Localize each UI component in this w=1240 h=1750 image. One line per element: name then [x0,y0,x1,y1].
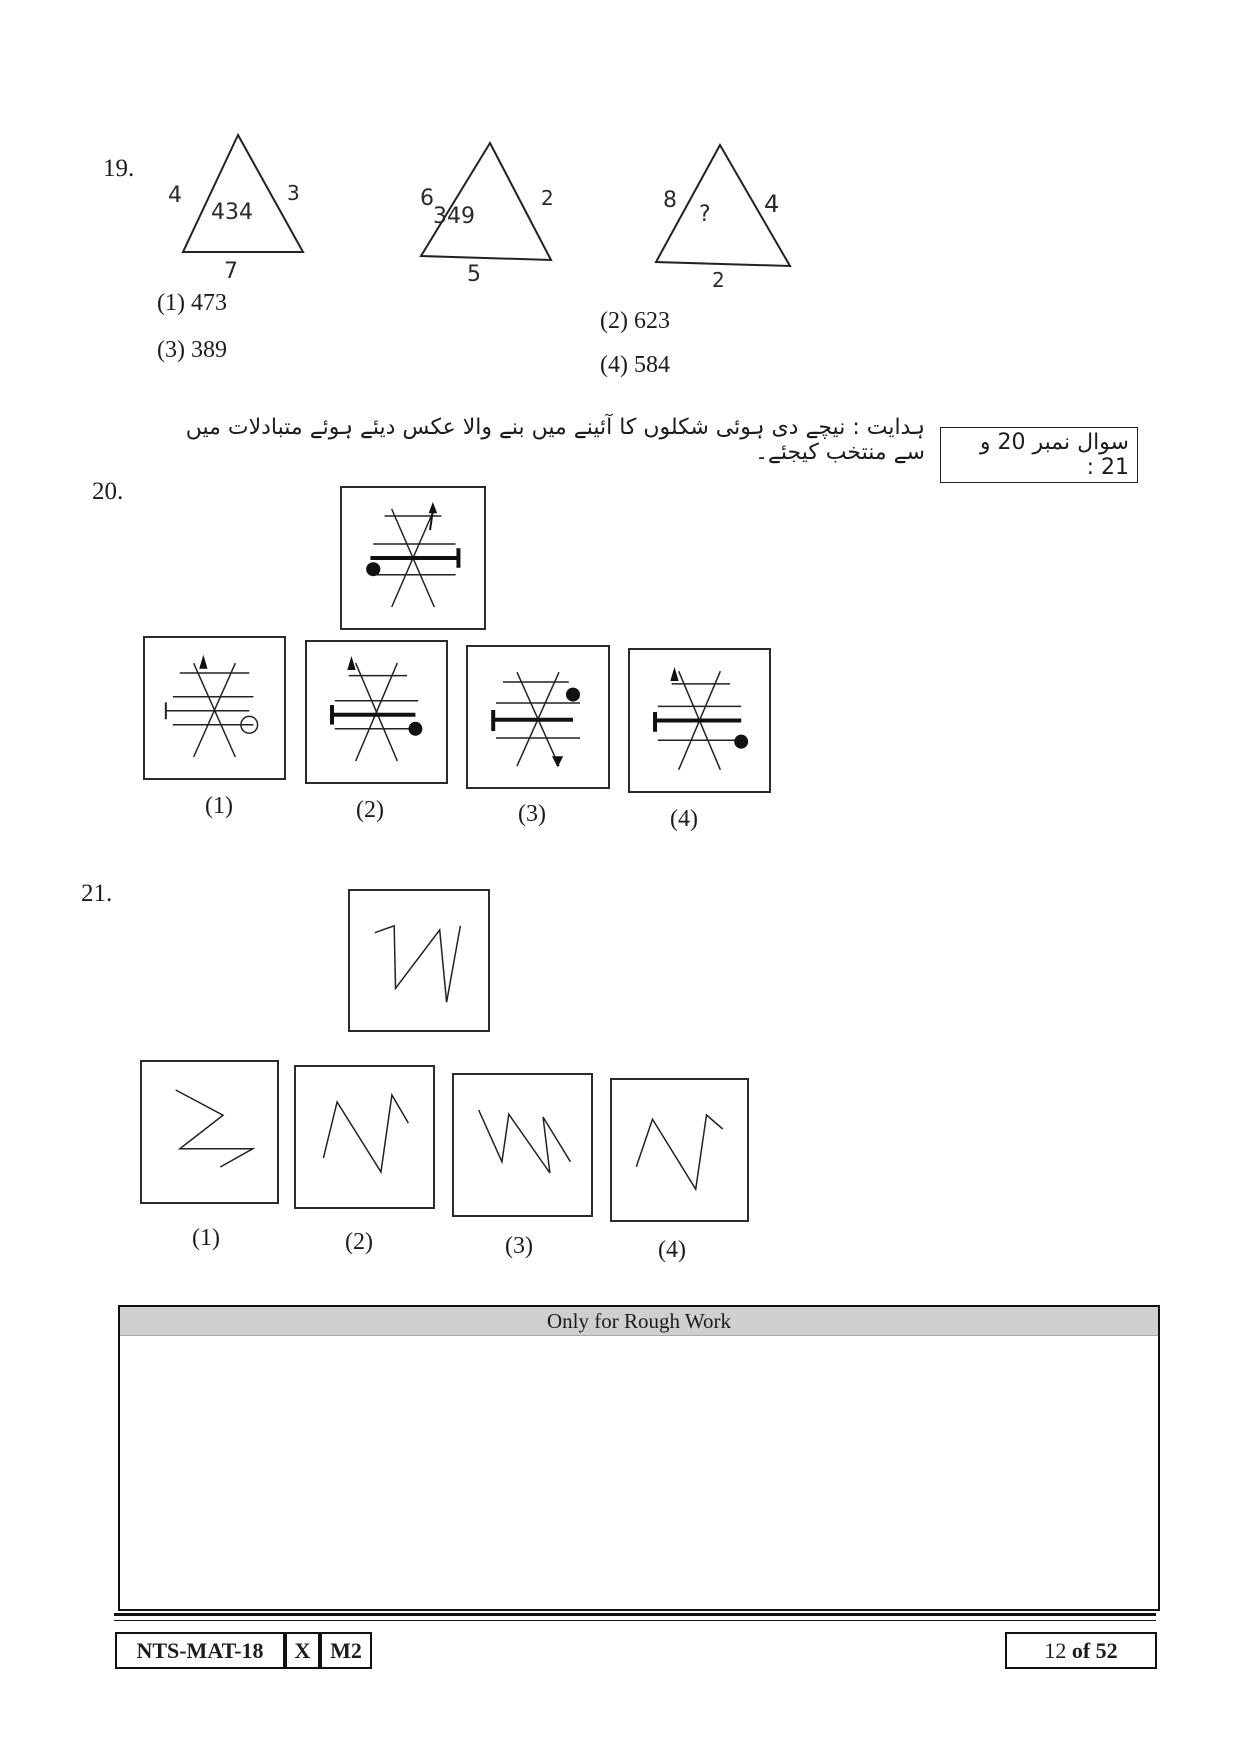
q21-question-figure [348,889,490,1032]
footer-set: X [285,1632,320,1669]
q20-option-figure-3[interactable] [466,645,610,789]
q20-option-label-3: (3) [518,801,546,827]
q21-option-label-2: (2) [345,1229,373,1255]
page-total: 52 [1095,1638,1118,1663]
triangle-2-bottom: 5 [467,262,481,287]
question-21-number: 21. [81,880,113,907]
question-20-number: 20. [92,478,124,505]
triangle-3-right: 4 [764,190,780,218]
q20-option-label-2: (2) [356,797,384,823]
triangle-3-left: 8 [663,188,677,213]
q20-question-figure [340,486,486,630]
triangle-2 [421,143,551,260]
triangle-1-bottom: 7 [224,259,238,284]
triangle-2-right: 2 [541,186,554,210]
q21-option-figure-4[interactable] [610,1078,749,1222]
rough-work-box [118,1305,1160,1611]
q19-option-4[interactable]: (4) 584 [600,352,670,378]
q20-option-label-4: (4) [670,806,698,832]
instruction-text: ہدایت : نیچے دی ہوئی شکلوں کا آئینے میں بنے والا عکس دیئے ہوئے متبادلات میں سے منتخب کیجئے۔ [185,415,925,465]
q20-option-figure-1[interactable] [143,636,286,780]
q21-option-label-1: (1) [192,1225,220,1251]
instruction-question-range: سوال نمبر 20 و 21 : [940,427,1138,483]
triangle-1-center: 434 [211,200,253,225]
q20-option-label-1: (1) [205,793,233,819]
footer-version: M2 [320,1632,372,1669]
q19-option-2[interactable]: (2) 623 [600,308,670,334]
page-number [1005,1632,1157,1669]
page-of: of [1071,1638,1091,1663]
q21-option-figure-2[interactable] [294,1065,435,1209]
footer-code: NTS-MAT-18 [115,1632,285,1669]
triangle-1 [183,135,303,252]
q21-option-label-4: (4) [658,1237,686,1263]
footer-rule-thin [114,1620,1156,1621]
footer-rule-thick [114,1613,1156,1616]
q19-option-3[interactable]: (3) 389 [157,337,227,363]
q20-option-figure-2[interactable] [305,640,448,784]
triangle-2-left: 6 [420,186,434,211]
triangle-3-bottom: 2 [712,268,725,292]
triangle-1-right: 3 [287,181,300,205]
triangle-3-center: ? [699,202,711,227]
page-current: 12 [1044,1638,1067,1663]
q21-option-label-3: (3) [505,1233,533,1259]
q21-option-figure-1[interactable] [140,1060,279,1204]
q19-option-1[interactable]: (1) 473 [157,290,227,316]
q20-option-figure-4[interactable] [628,648,771,793]
rough-work-title: Only for Rough Work [120,1307,1158,1336]
triangle-1-left: 4 [168,183,182,208]
q21-option-figure-3[interactable] [452,1073,593,1217]
triangle-2-center: 349 [433,204,475,229]
question-19-number: 19. [103,155,135,182]
